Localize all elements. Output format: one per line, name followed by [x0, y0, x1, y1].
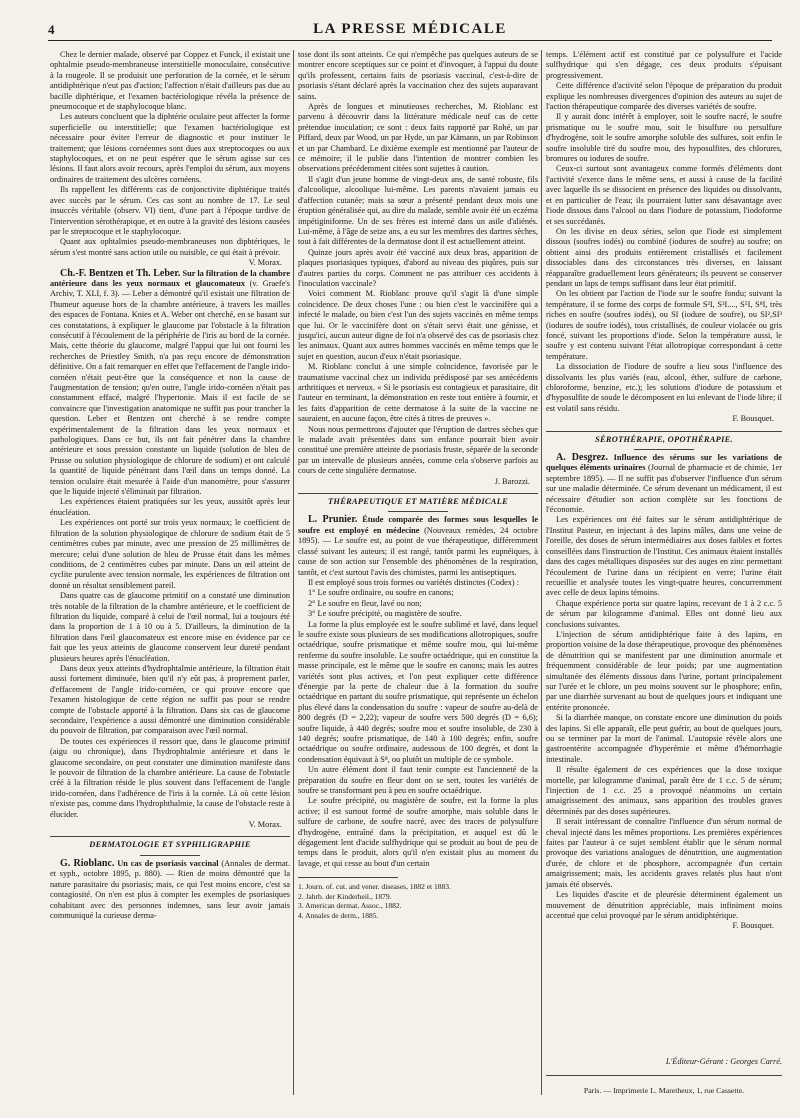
- paragraph: Après de longues et minutieuses recherches, M. Rioblanc est parvenu à découvrir dans la littérature médicale neuf cas de cette prétendue inoculation; ce sont : deux faits rapporté par Rohé, un par Piffard, deux par Wood, un par Hyde, un par Kämann, un par Robinson et un par Chambard. Le dixième exemple est mentionné par l'auteur de ce mémoire; il le publie dans l'intention de montrer combien les observations précédemment citées sont sujettes à caution.: [298, 102, 538, 174]
- footnote: 3. American dermat. Assoc., 1882.: [298, 901, 402, 911]
- page-number: 4: [48, 22, 55, 37]
- section-heading: THÉRAPEUTIQUE ET MATIÈRE MÉDICALE: [298, 493, 538, 507]
- paragraph: tose dont ils sont atteints. Ce qui n'empêche pas quelques auteurs de se montrer encore sceptiques sur ce point et d'invoquer, à l'appui du doute qu'ils professent, certains faits de psoriasis vaccinal, c'est-à-dire de psoriasis s'étant déclaré après la vaccination chez des sujets auparavant sains.: [298, 50, 538, 101]
- paragraph: On les divise en deux séries, selon que l'iode est simplement dissous (soufres iodés) ou combiné (iodures de soufre) au soufre; on obtient ainsi des produits entièrement cristallisés et facilement dissociables dans des circonstances très diverses, en laissant réapparaître graduellement leurs générateurs; ils peuvent se conserver pendant un laps de temps suffisant dans leur état primitif.: [546, 226, 782, 288]
- paragraph: — Leber a démontré qu'il existait une filtration de l'humeur aqueuse hors de la chambre antérieure, à travers les mailles des espaces de Fontana. Knies et A. Weber ont cherché, en se basant sur ces constatations, à expliquer le glaucome par l'obstacle à la filtration consécutif à l'écoulement de la périphérie de l'iris au bord de la cornée. Mais, cette théorie du glaucome, malgré l'appui que lui ont fourni les recherches de Priestley Smith, n'a pas reçu encore de démonstration définitive. On a fait remarquer en effet que l'effacement de l'angle irido-cornéen n'était peut-être que la conséquence et non la cause de l'augmentation de tension; qu'en outre, l'angle irido-cornéen n'était pas constamment effacé, malgré l'hypertonie. Mais il est facile de se convaincre que l'investigation anatomique ne suffit pas pour trancher la question. Leber et Bentzen ont cherché à se rendre compte expérimentalement de la filtration dans les yeux normaux et pathologiques. Dans ce but, ils ont fait pénétrer dans la chambre antérieure et sous pression constante un liquide (solution de bleu de Prusse ou solution physiologique de chlorure de sodium) et ont calculé la quantité de liquide pénétrant dans l'œil dans un temps donné. La tension oculaire était mesurée à l'aide d'un manomètre, pour s'assurer que le liquide injecté s'éliminait par filtration.: [50, 289, 290, 497]
- paragraph: M. Rioblanc conclut à une simple coïncidence, favorisée par le traumatisme vaccinal chez un individu prédisposé par ses antécédents arthritiques et nerveux. « Si le psoriasis est contagieux et parasitaire, dit l'auteur en terminant, la démonstration en reste tout entière à fournir, et les faits d'apparition de cette dermatose à la suite de la vaccine ne sauraient, en aucune façon, être cités à titres de preuves ».: [298, 362, 538, 424]
- section-heading: SÉROTHÉRAPIE, OPOTHÉRAPIE.: [546, 431, 782, 445]
- paragraph: Un autre élément dont il faut tenir compte est l'ancienneté de la préparation du soufre en fleur dont on se sert, toutes les variétés de soufre se transformant peu à peu en soufre octaédrique.: [298, 765, 538, 796]
- author-signature: F. Bousquet.: [732, 921, 774, 931]
- article-intro: [298, 515, 538, 577]
- paragraph: On les obtient par l'action de l'iode sur le soufre fondu; suivant la température, il se forme des corps de formule S²I, S³I...., S⁵I, S⁸I, très riches en soufre (soufres iodés), ou SI (iodure de soufre), ou SI²,SI³ (iodures de soufre iodés), tous cristallisés, de couleur violacée ou gris foncé, suivant les proportions d'iode. Selon la température aussi, le soufre y est contenu suivant l'état allotropique correspondant à cette température.: [546, 289, 782, 361]
- paragraph: Ceux-ci surtout sont avantageux comme formés d'éléments dont l'activité s'exerce dans le même sens, et aussi à cause de la facilité avec laquelle ils se dissocient en présence des liquides ou dissolvants, et en particulier de l'eau; ils pourraient lutter sans désavantage avec l'iode dissous dans l'alcool ou dans l'iodure de potassium, l'iodoforme et ses succédanés.: [546, 164, 782, 226]
- column-1: [50, 50, 290, 1090]
- paragraph: Les expériences ont porté sur trois yeux normaux; le coefficient de filtration de la solution physiologique de chlorure de sodium était de 5 centimètres cubes par minute, avec une pression de 25 millimètres de mercure; celui d'une solution de bleu de Prusse était dans les mêmes conditions, de 2 centimètres cubes par minute. Dans un œil atteint de cyclite purulente avec tension normale, les expériences de filtration ont donné un résultat sensiblement pareil.: [50, 518, 290, 590]
- paragraph: Il est employé sous trois formes ou variétés distinctes (Codex) :: [308, 577, 520, 587]
- paragraph: Il résulte également de ces expériences que la dose toxique mortelle, par kilogramme d'animal, paraît être de 1 c.c. 5 de sérum; l'injection de 1 c.c. 25 a provoqué néanmoins un certain amaigrissement des animaux, sans apparition des troubles graves déterminés par des doses supérieures.: [546, 765, 782, 816]
- article-title: Influence des sérums sur les variations de quelques éléments urinaires: [546, 453, 782, 473]
- paragraph: La dissociation de l'iodure de soufre a lieu sous l'influence des dissolvants les plus variés (eau, alcool, éther, sulfure de carbone, chloroforme, benzine, etc.); les solutions d'iodure de potassium et d'hyposulfite de soude le décomposent en lui enlevant de l'iode libre; il est volatil sans résidu.: [546, 362, 782, 413]
- heading-rule: [634, 449, 694, 450]
- footnote-rule: [298, 877, 398, 878]
- editor-line: L'Éditeur-Gérant : Georges Carré.: [665, 1057, 782, 1066]
- paragraph: Dans deux yeux atteints d'hydrophtalmie antérieure, la filtration était aussi fortement diminuée, bien qu'il n'y eût pas, à proprement parler, d'effacement de l'angle irido-cornéen, ce qui prouve encore que l'examen histologique de cette région ne suffit pas pour se rendre compte de l'obstacle apporté à la filtration. Dans six cas de glaucome secondaire, l'expérience a aussi démontré une diminution considérable du pouvoir de filtration, par comparaison avec l'œil normal.: [50, 663, 290, 736]
- paragraph: — Rien de moins démontré que la nature parasitaire du psoriasis; mais, ce qui l'est moins encore, c'est sa contagiosité. On n'en est plus à compter les exemples de psoriasiques cohabitant avec des personnes indemnes, sans leur avoir jamais communiqué la curieuse derma-: [50, 869, 291, 920]
- column-divider: [541, 50, 542, 1095]
- paragraph: Les expériences ont été faites sur le sérum antidiphtérique de l'Institut Pasteur, en injectant à des lapins mâles, dans une veine de l'oreille, des doses de sérum intermédiaires aux doses faibles et fortes conseillées dans l'instruction de l'Institut. Ces animaux étaient installés dans des cages métalliques disposées sur des auges en zinc permettant l'écoulement de l'urine dans un récipient en verre; l'urine était recueillie et analysée toutes les vingt-quatre heures, concurremment avec celle de deux lapins témoins.: [546, 515, 782, 598]
- author-signature: F. Bousquet.: [732, 414, 774, 424]
- article-authors: L. Prunier.: [308, 514, 358, 526]
- column-3: [546, 50, 782, 1090]
- article-title: Sur la filtration de la chambre antérieure dans les yeux normaux et glaucomateux: [50, 268, 291, 288]
- paragraph: Il serait intéressant de connaître l'influence d'un sérum normal de cheval injecté dans les mêmes proportions. Les premières expériences faites par l'auteur à ce sujet semblent établir que le sérum normal provoque des variations analogues de dénutrition, une augmentation d'urée, de chlore et de phosphore, accompagnée d'un certain amaigrissement; mais, les accidents graves relatés plus haut n'ont jamais été observés.: [546, 817, 782, 889]
- list-item: 2° Le soufre en fleur, lavé ou non;: [308, 598, 422, 608]
- article-title: Étude comparée des formes sous lesquelles le soufre est employé en médecine: [298, 515, 539, 535]
- article-reference: (Nouveaux remèdes, 24 octobre 1895).: [298, 525, 538, 546]
- paragraph: Chaque expérience porta sur quatre lapins, recevant de 1 à 2 c.c. 5 de sérum par kilogramme d'animal. Elles ont donné lieu aux conclusions suivantes.: [546, 598, 782, 629]
- paragraph: Les expériences étaient pratiquées sur les yeux, aussitôt après leur énucléation.: [50, 497, 290, 517]
- paragraph: Chez le dernier malade, observé par Coppez et Funck, il existait une ophtalmie pseudo-membraneuse interstitielle monoculaire, consécutive à la rougeole. Il se produisit une perforation de la cornée, et le sérum antidiphtérique n'eut pas d'action; l'affection n'était d'ailleurs pas due au bacille diphtérique, et l'examen bactériologique révéla la présence de pneumocoque et de staphylocoque blanc.: [50, 50, 290, 112]
- paragraph: De toutes ces expériences il ressort que, dans le glaucome primitif (aigu ou chronique), dans l'hydrophtalmie antérieure et dans le glaucome secondaire, on peut constater une diminution manifeste dans le pouvoir de filtration de la chambre antérieure. La cause de l'obstacle créé à la filtration réside le plus souvent dans l'effacement de l'angle irido-cornéen, dans l'adhérence de l'iris à la cornée. Là où cette lésion n'existe pas, comme dans l'hydrophthalmie, la cause de l'obstacle reste à élucider.: [50, 736, 290, 819]
- paragraph: Si la diarrhée manque, on constate encore une diminution du poids des lapins. Si elle apparaît, elle peut guérir, au bout de quelques jours, ou se terminer par la mort de l'animal. L'autopsie révèle alors une gastroentérite accompagnée d'hyperémie et même d'hémorrhagie intestinale.: [546, 713, 782, 764]
- paragraph: Cette différence d'activité selon l'époque de préparation du produit explique les nombreuses divergences d'opinion des auteurs au sujet de l'action thérapeutique comparée des diverses variétés de soufre.: [546, 81, 782, 112]
- article-intro: [50, 269, 290, 498]
- page-header: [48, 20, 772, 41]
- heading-rule: [388, 511, 448, 512]
- journal-title: LA PRESSE MÉDICALE: [313, 21, 507, 37]
- section-heading: DERMATOLOGIE ET SYPHILIGRAPHIE: [50, 836, 290, 850]
- paragraph: Nous nous permettrons d'ajouter que l'éruption de dartres sèches que le malade avait présentées dans son enfance pourrait bien avoir constitué une première atteinte de psoriasis fruste, séparée de la seconde par un intervalle de plusieurs années, comme cela s'observe parfois au cours de cette singulière dermatose.: [298, 424, 538, 476]
- paragraph: — Il ne suffit pas d'observer l'influence d'un sérum sur une maladie déterminée. Ce sérum devenant un médicament, il est nécessaire d'étudier son action complète sur les fonctions de l'économie.: [546, 473, 782, 515]
- article-authors: A. Desgrez.: [556, 452, 608, 464]
- article-reference: (Annales de dermat. et syph., octobre 1895, p. 880).: [50, 858, 291, 879]
- column-2: [298, 50, 538, 1090]
- paragraph: Ils rappellent les différents cas de conjonctivite diphtérique traités avec succès par le sérum. Ces cas sont au nombre de 17. Le seul insuccès véritable (observ. VI) tient, d'une part à l'époque tardive de l'intervention sérothérapique, et en outre à la gravité des lésions causées par le streptocoque et le staphylocoque.: [50, 185, 290, 236]
- paragraph: — Le soufre est, au point de vue thérapeutique, différemment classé suivant les auteurs; il est rangé, tantôt parmi les eupnéiques, à cause de son action sur l'ensemble des phénomènes de la respiration, tantôt, et c'est surtout l'avis des chimistes, parmi les antiseptiques.: [298, 536, 538, 577]
- paragraph: Le soufre précipité, ou magistère de soufre, est la forme la plus active; il est surtout formé de soufre amorphe, mais soluble dans le sulfure de carbone, de soufre nacré, avec des traces de polysulfure d'hydrogène, entraîné dans la précipitation, et auquel est dû le dégagement lent d'acide sulfhydrique qui se produit au bout de peu de temps dans le produit, alors qu'il n'en existait plus au moment du lavage, et qui cesse au bout d'un certain: [298, 796, 538, 868]
- article-reference: (Journal de pharmacie et de chimie, 1er septembre 1895).: [546, 463, 783, 483]
- paragraph: Les liquides d'ascite et de pleurésie déterminent également un mouvement de dénutrition appréciable, mais infiniment moins accentué que celui provoqué par le sérum antidiphtérique.: [546, 890, 782, 920]
- paragraph: Dans quatre cas de glaucome primitif on a constaté une diminution très notable de la filtration de la chambre antérieure, et le coefficient de filtration du liquide, comparé à celui de l'œil normal, lui a toujours été dans la proportion de 1 à 10 ou à 5. D'ailleurs, la diminution de la filtration dans l'œil glaucomateux est encore mise en évidence par ce fait que les yeux atteints de glaucome conservent leur dureté pendant plusieurs heures après l'énucléation.: [50, 591, 290, 663]
- article-title: Un cas de psoriasis vaccinal: [117, 858, 219, 868]
- paragraph: Quant aux ophtalmies pseudo-membraneuses non diphtériques, le sérum s'est montré sans action utile ou nuisible, ce qui était à prévoir.: [50, 237, 290, 257]
- paragraph: Les auteurs concluent que la diphtérie oculaire peut affecter la forme superficielle ou interstitielle; que l'examen bactériologique est nécessaire pour éviter l'erreur de diagnostic et pour instituer le traitement; que lésions cornéennes sont dues aux streptocoques ou aux staphylocoques, et on ne peut espérer que le sérum agisse sur ces lésions. Il faut alors avoir recours, après l'emploi du sérum, aux moyens ordinaires de traitement des ulcères cornéens.: [50, 112, 290, 184]
- footnote: 4. Annales de derm., 1885.: [298, 910, 379, 920]
- paragraph: temps. L'élément actif est constitué par ce polysulfure et l'acide sulfhydrique qui s'en dégage, ces deux produits s'épuisant progressivement.: [546, 50, 782, 80]
- heading-rule: [140, 855, 200, 856]
- list-item: 3° Le soufre précipité, ou magistère de soufre.: [308, 609, 462, 619]
- column-divider: [293, 50, 294, 1095]
- author-signature: J. Barozzi.: [494, 476, 530, 486]
- paragraph: Voici comment M. Rioblanc prouve qu'il s'agit là d'une simple coïncidence. De deux choses l'une : ou bien c'est le vaccinifère qui a infecté le malade, ou bien c'est l'un des sujets vaccinés en même temps que lui. Or le vaccinifère dont on s'était servi était une génisse, et jusqu'ici, aucun auteur digne de foi n'a observé des cas de psoriasis chez les animaux. Quant aux autres hommes vaccinés en même temps que le sujet en question, aucun d'eux n'était psoriasique.: [298, 289, 538, 361]
- author-signature: V. Morax.: [248, 820, 282, 830]
- paragraph: Il y aurait donc intérêt à employer, soit le soufre nacré, le soufre prismatique ou le soufre mou, soit le bisulfure ou persulfure d'hydrogène, soit le soufre amorphe soluble des sulfures, soit enfin le soufre insoluble tiré du soufre mou, des hyposulfites, des chlorures, bromures ou iodures de soufre.: [546, 112, 782, 164]
- printer-line: Paris. — Imprimerie L. Maretheux, 1, rue Cassette.: [583, 1086, 745, 1095]
- footnote: 1. Journ. of. cut. and vener. diseases, 1882 et 1883.: [298, 882, 451, 892]
- paragraph: La forme la plus employée est le soufre sublimé et lavé, dans lequel le soufre existe sous plusieurs de ses modifications allotropiques, soufre octaédrique, soufre prismatique et même soufre mou, qui lui-même renferme du soufre insoluble. Le soufre octaédrique, qui en constitue la masse principale, est le même que le soufre en canons; mais les autres variétés sont plus actives, et l'on peut expliquer cette différence d'énergie par la perte de chaleur due à la formation du soufre octaédrique en partant du soufre prismatique, qui représente un échelon plus élevé dans la condensation du soufre : vapeur de soufre au-delà de 800 degrés (D = 2,22); vapeur de soufre vers 500 degrés (D = 6,6); soufre liquide, à 440 degrés; soufre mou et soufre insoluble, de 230 à 140 degrés; soufre prismatique, de 140 à 100 degrés; enfin, soufre octaédrique ou soufre ordinaire, audessous de 100 degrés, et dont la condensation équivaut à S⁸, ou plutôt un multiple de ce symbole.: [298, 619, 538, 764]
- author-signature: V. Morax.: [248, 258, 282, 268]
- paragraph: Il s'agit d'un jeune homme de vingt-deux ans, de santé robuste, fils d'alcoolique, alcoolique lui-même. Les parents n'avaient jamais eu d'affection cutanée; mais sa sœur a présenté pendant deux mois une éruption généralisée qui, au dire du malade, semble avoir été un eczéma impétiginiforme. Un de ses frères est interné dans un asile d'aliénés. Lui-même, à l'âge de seize ans, a eu sur les membres des dartres sèches, tout à fait différentes de la dermatose dont il est actuellement atteint.: [298, 174, 538, 247]
- article-intro: [50, 859, 290, 921]
- article-reference: (v. Graefe's Archiv, T. XLI, f. 3).: [50, 278, 290, 299]
- article-authors: Ch.-F. Bentzen et Th. Leber.: [60, 267, 181, 279]
- list-item: 1° Le soufre ordinaire, ou soufre en canons;: [308, 588, 454, 598]
- bottom-rule: [546, 1075, 782, 1076]
- paragraph: L'injection de sérum antidiphtérique faite à des lapins, en proportion voisine de la dose thérapeutique, provoque des phénomènes de dénutrition qui se manifestent par une diminution anormale et fréquemment considérable de leur poids; par une augmentation simultanée des éléments dissous dans l'urine, portant principalement sur l'urée et le chlore, un peu moins souvent sur le phosphore; enfin, par une diarrhée survenant au bout de quelques jours et indiquant une entérite prononcée.: [546, 629, 782, 712]
- paragraph: Quinze jours après avoir été vacciné aux deux bras, apparition de plaques psoriasiques typiques, d'abord au niveau des piqûres, puis sur d'autres parties du corps. Comment ne pas attribuer ces accidents à l'inoculation vaccinale?: [298, 247, 538, 288]
- footnote: 2. Jahrb. der Kinderheil., 1879.: [298, 891, 392, 901]
- article-intro: [546, 453, 782, 515]
- article-authors: G. Rioblanc.: [60, 857, 115, 869]
